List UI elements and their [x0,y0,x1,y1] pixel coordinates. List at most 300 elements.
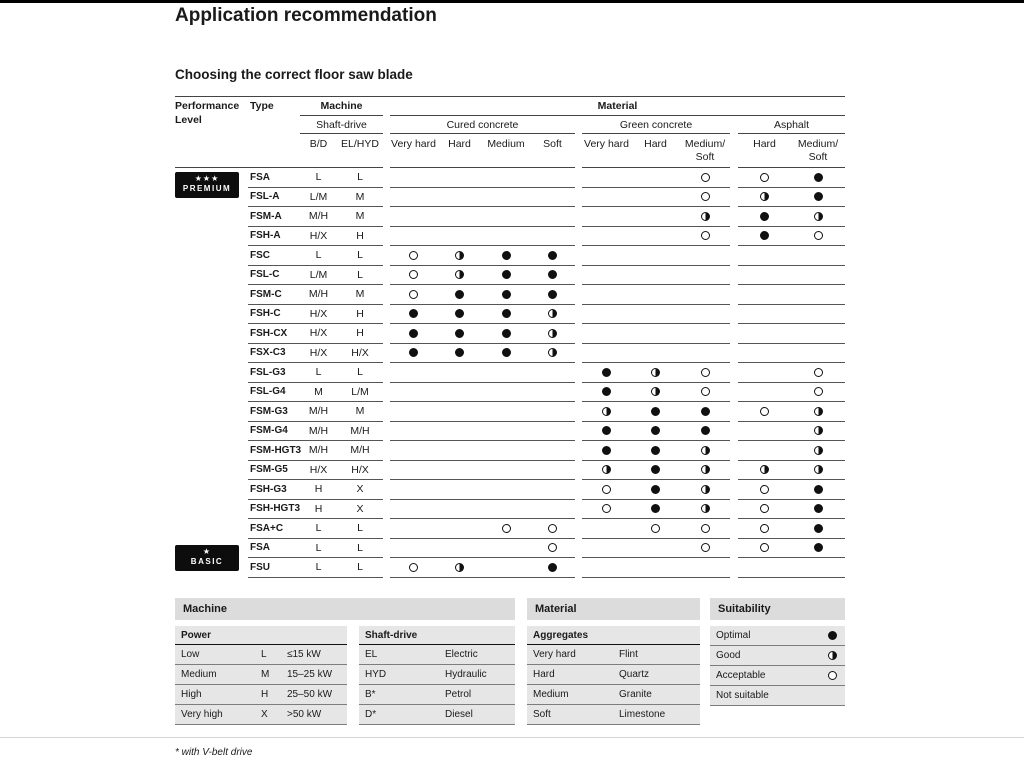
suitability-dot-icon [455,251,464,260]
legend-row [527,685,700,705]
legend-machine [175,598,515,725]
cured-concrete-cells [390,402,575,422]
cured-concrete-cells [390,168,575,188]
power-name: High [181,689,202,700]
header-el-hyd: EL/HYD [341,138,379,150]
rating-cell [738,285,791,304]
legend-power-header: Power [175,626,347,645]
suitability-dot-icon [760,485,769,494]
suitability-dot-icon [814,543,823,552]
rating-cell [738,266,791,285]
suitability-dot-icon [602,446,611,455]
rating-cell [437,207,482,226]
rating-cell [738,422,791,441]
rating-cell [582,305,631,324]
suitability-dot-icon [760,368,769,377]
suitability-dot-icon [651,270,660,279]
column-gap [730,207,738,227]
rating-cell [482,558,530,577]
suitability-dot-icon [602,290,611,299]
asphalt-cells [738,246,845,266]
column-gap [730,188,738,208]
column-gap [730,227,738,247]
rating-cell [437,188,482,207]
rating-cell [791,539,845,558]
suitability-dot-icon [602,485,611,494]
suitability-dot-icon [602,563,611,572]
blade-type: FSH-A [250,230,281,242]
rating-cell [390,519,437,538]
suitability-symbol-cell [828,691,839,700]
machine-bd-value: L [315,541,322,554]
column-gap [383,363,390,383]
rating-cell [482,402,530,421]
suitability-dot-icon [701,504,710,513]
rating-cell [530,539,575,558]
column-gap [575,305,582,325]
rating-cell [482,324,530,343]
cured-concrete-cells [390,461,575,481]
rating-cell [437,363,482,382]
rating-cell [530,305,575,324]
green-concrete-cells [582,266,730,286]
rating-cell [791,285,845,304]
column-gap [730,422,738,442]
suitability-dot-icon [502,231,511,240]
rating-cell [437,402,482,421]
blade-type: FSH-HGT3 [250,503,300,515]
cured-concrete-cells [390,441,575,461]
suitability-dot-icon [502,212,511,221]
suitability-dot-icon [409,251,418,260]
asphalt-cells [738,168,845,188]
suitability-dot-icon [814,173,823,182]
header-col-hard: Hard [448,138,471,150]
rating-cell [631,539,680,558]
legend-shaft-rows [359,645,515,725]
header-col-medium-soft: Medium/ Soft [684,138,726,163]
rating-cell [631,324,680,343]
asphalt-cells [738,461,845,481]
rating-cell [680,305,730,324]
suitability-dot-icon [502,524,511,533]
suitability-dot-icon [502,563,511,572]
blade-type: FSA [250,171,270,183]
rating-cell [680,461,730,480]
legend-suitability-body [710,626,845,706]
rating-cell [680,207,730,226]
rating-cell [791,305,845,324]
suitability-dot-icon [455,485,464,494]
suitability-dot-icon [548,407,557,416]
suitability-dot-icon [548,446,557,455]
performance-level-cell [175,227,248,247]
legend-machine-body [175,626,515,725]
header-type: Type [250,100,274,112]
suitability-dot-icon [548,192,557,201]
type-machine-cells [248,227,383,247]
rating-cell [390,285,437,304]
rating-cell [482,305,530,324]
column-gap [383,558,390,578]
performance-level-cell [175,285,248,305]
suitability-dot-icon [814,231,823,240]
suitability-label: Acceptable [716,670,766,681]
rating-cell [582,227,631,246]
suitability-dot-icon [760,543,769,552]
header-col-very-hard: Very hard [391,138,436,150]
rating-cell [791,246,845,265]
rating-cell [680,441,730,460]
suitability-dot-icon [502,407,511,416]
header-green-concrete: Green concrete [582,119,730,134]
column-gap [575,324,582,344]
rating-cell [437,461,482,480]
type-machine-cells [248,305,383,325]
suitability-dot-icon [760,309,769,318]
table-row [175,402,845,422]
suitability-dot-icon [651,563,660,572]
rating-cell [482,285,530,304]
performance-level-cell [175,363,248,383]
legend-power-table [175,626,347,725]
suitability-dot-icon [548,504,557,513]
type-machine-cells [248,246,383,266]
rating-cell [680,363,730,382]
rating-cell [631,188,680,207]
blade-type: FSH-G3 [250,483,287,495]
green-concrete-cells [582,305,730,325]
type-machine-cells [248,441,383,461]
column-gap [575,422,582,442]
column-gap [575,285,582,305]
shaft-code: B* [365,689,376,700]
suitability-dot-icon [409,231,418,240]
asphalt-cells [738,324,845,344]
suitability-dot-icon [455,348,464,357]
performance-level-cell [175,441,248,461]
suitability-dot-icon [455,563,464,572]
column-gap [383,246,390,266]
column-gap [730,441,738,461]
suitability-dot-icon [651,426,660,435]
asphalt-cells [738,227,845,247]
type-machine-cells [248,558,383,578]
cured-concrete-cells [390,383,575,403]
column-gap [383,207,390,227]
column-gap [730,363,738,383]
green-concrete-cells [582,480,730,500]
green-concrete-cells [582,207,730,227]
machine-bd-value: H/X [309,463,328,476]
suitability-dot-icon [409,543,418,552]
blade-type: FSL-G3 [250,366,286,378]
table-row [175,558,845,578]
suitability-dot-icon [814,329,823,338]
column-gap [575,188,582,208]
suitability-dot-icon [701,173,710,182]
header-cured-concrete: Cured concrete [390,119,575,134]
suitability-dot-icon [651,231,660,240]
table-row [175,519,845,539]
aggregate-name: Medium [533,689,569,700]
suitability-dot-icon [548,251,557,260]
aggregate-name: Hard [533,669,555,680]
suitability-dot-icon [651,348,660,357]
blade-type: FSA+C [250,522,284,534]
suitability-dot-icon [548,485,557,494]
column-gap [575,500,582,520]
machine-elhyd-value: M [355,405,365,418]
green-concrete-cells [582,402,730,422]
green-concrete-cells [582,285,730,305]
rating-cell [482,207,530,226]
rating-cell [390,402,437,421]
suitability-dot-icon [455,543,464,552]
rating-cell [680,188,730,207]
divider [390,167,575,168]
rating-cell [680,246,730,265]
suitability-dot-icon [651,212,660,221]
table-row [175,188,845,208]
suitability-dot-icon [814,348,823,357]
suitability-dot-icon [548,329,557,338]
asphalt-cells [738,383,845,403]
rating-cell [680,539,730,558]
rating-cell [582,168,631,187]
blade-type: FSM-A [250,210,282,222]
cured-concrete-cells [390,266,575,286]
suitability-dot-icon [602,192,611,201]
green-concrete-cells [582,363,730,383]
suitability-dot-icon [814,465,823,474]
green-concrete-cells [582,168,730,188]
column-gap [730,266,738,286]
suitability-dot-icon [409,446,418,455]
column-gap [383,305,390,325]
suitability-dot-icon [502,251,511,260]
rating-cell [631,207,680,226]
rating-cell [738,519,791,538]
rating-cell [791,402,845,421]
column-gap [575,402,582,422]
aggregate-example: Granite [619,689,652,700]
type-machine-cells [248,461,383,481]
rating-cell [738,441,791,460]
machine-elhyd-value: L [357,268,363,281]
suitability-dot-icon [409,309,418,318]
suitability-dot-icon [548,270,557,279]
green-concrete-cells [582,383,730,403]
rating-cell [791,168,845,187]
rating-cell [530,227,575,246]
header-shaft-drive: Shaft-drive [300,119,383,134]
divider [582,167,730,168]
suitability-dot-icon [701,485,710,494]
table-row [175,539,845,559]
type-machine-cells [248,539,383,559]
suitability-dot-icon [701,231,710,240]
suitability-dot-icon [502,173,511,182]
cured-concrete-cells [390,363,575,383]
rating-cell [582,285,631,304]
green-concrete-cells [582,519,730,539]
legend-row [359,665,515,685]
machine-bd-value: M/H [308,288,329,301]
performance-level-cell [175,266,248,286]
suitability-dot-icon [701,270,710,279]
rating-cell [390,188,437,207]
suitability-dot-icon [502,290,511,299]
suitability-dot-icon [602,309,611,318]
column-gap [730,168,738,188]
rating-cell [582,519,631,538]
rating-cell [738,246,791,265]
suitability-dot-icon [814,446,823,455]
rating-cell [437,558,482,577]
column-gap [575,344,582,364]
machine-bd-value: M/H [308,444,329,457]
suitability-dot-icon [455,231,464,240]
column-gap [575,441,582,461]
rating-cell [680,383,730,402]
rating-cell [680,558,730,577]
suitability-dot-icon [651,309,660,318]
shaft-name: Hydraulic [445,669,487,680]
suitability-dot-icon [502,348,511,357]
suitability-label: Good [716,650,741,661]
rating-cell [390,324,437,343]
suitability-dot-icon [502,446,511,455]
suitability-dot-icon [409,563,418,572]
rating-cell [791,500,845,519]
suitability-dot-icon [409,407,418,416]
column-gap [383,539,390,559]
rating-cell [631,500,680,519]
table-row [175,266,845,286]
rating-cell [482,422,530,441]
suitability-dot-icon [502,329,511,338]
suitability-dot-icon [760,251,769,260]
type-machine-cells [248,402,383,422]
rating-cell [482,344,530,363]
blade-type: FSU [250,561,270,573]
cured-concrete-cells [390,519,575,539]
rating-cell [482,188,530,207]
rating-cell [738,363,791,382]
rating-cell [482,383,530,402]
header-material: Material [390,100,845,116]
table-row [175,461,845,481]
suitability-dot-icon [455,270,464,279]
machine-elhyd-value: H/X [351,463,369,476]
rating-cell [437,383,482,402]
rating-cell [791,441,845,460]
suitability-dot-icon [602,368,611,377]
blade-type: FSA [250,542,270,554]
suitability-dot-icon [701,524,710,533]
suitability-dot-icon [701,329,710,338]
table-row [175,383,845,403]
suitability-dot-icon [502,485,511,494]
legend-material-title: Material [527,598,700,620]
rating-cell [791,461,845,480]
column-gap [730,285,738,305]
suitability-dot-icon [409,348,418,357]
column-gap [730,519,738,539]
asphalt-cells [738,558,845,578]
divider [175,167,383,168]
suitability-dot-icon [502,368,511,377]
rating-cell [582,402,631,421]
green-concrete-cells [582,558,730,578]
performance-level-cell [175,461,248,481]
rating-cell [738,500,791,519]
machine-bd-value: M/H [308,424,329,437]
column-gap [383,266,390,286]
suitability-dot-icon [548,212,557,221]
rating-cell [738,461,791,480]
rating-cell [437,422,482,441]
table-row [175,168,845,188]
suitability-dot-icon [409,368,418,377]
column-gap [730,324,738,344]
machine-bd-value: M [314,385,323,398]
rating-cell [437,168,482,187]
rating-cell [582,461,631,480]
column-gap [575,480,582,500]
legend-row [359,685,515,705]
shaft-code: D* [365,709,377,720]
type-machine-cells [248,344,383,364]
suitability-dot-icon [455,309,464,318]
column-gap [575,227,582,247]
shaft-name: Electric [445,649,478,660]
rating-cell [631,461,680,480]
column-gap [575,246,582,266]
rating-cell [437,480,482,499]
legend-row [527,665,700,685]
suitability-dot-icon [409,192,418,201]
premium-stars-icon: ★★★ [194,174,220,184]
rating-cell [680,402,730,421]
suitability-dot-icon [548,563,557,572]
suitability-dot-icon [409,504,418,513]
suitability-dot-icon [409,465,418,474]
rating-cell [631,246,680,265]
legend-row [175,645,347,665]
column-gap [575,207,582,227]
rating-cell [530,422,575,441]
column-gap [575,168,582,188]
column-gap [575,461,582,481]
suitability-dot-icon [455,290,464,299]
suitability-dot-icon [814,309,823,318]
suitability-dot-icon [701,387,710,396]
rating-cell [791,519,845,538]
rating-cell [530,519,575,538]
performance-level-cell [175,383,248,403]
column-gap [730,305,738,325]
rating-cell [582,207,631,226]
column-gap [575,558,582,578]
legend-row [359,705,515,725]
suitability-dot-icon [502,465,511,474]
suitability-dot-icon [455,465,464,474]
rating-cell [680,266,730,285]
rating-cell [530,461,575,480]
legend-row [359,645,515,665]
